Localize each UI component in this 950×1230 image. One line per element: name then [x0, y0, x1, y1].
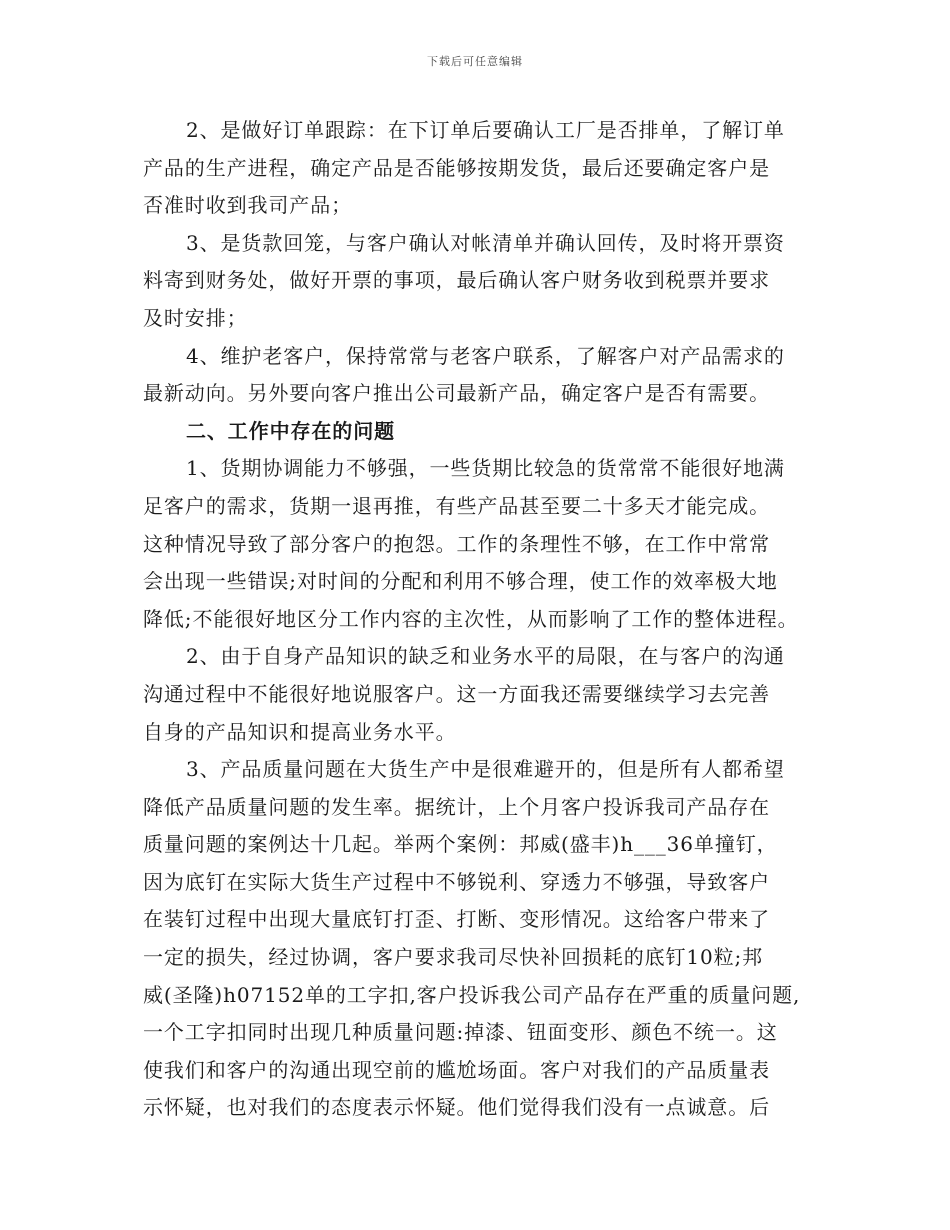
- paragraph: [143, 338, 823, 413]
- paragraph-line: 足客户的需求，货期一退再推，有些产品甚至要二十多天才能完成。: [143, 493, 770, 518]
- paragraph-line: 及时安排；: [143, 305, 248, 330]
- paragraph-line: 自身的产品知识和提高业务水平。: [143, 719, 457, 744]
- paragraph-line: 最新动向。另外要向客户推出公司最新产品，确定客户是否有需要。: [143, 381, 770, 406]
- paragraph-line: 3、是货款回笼，与客户确认对帐清单并确认回传，及时将开票资: [186, 230, 785, 255]
- paragraph-line: 2、是做好订单跟踪：在下订单后要确认工厂是否排单，了解订单: [186, 118, 785, 142]
- paragraph-line: 会出现一些错误;对时间的分配和利用不够合理，使工作的效率极大地: [143, 569, 778, 594]
- paragraph-line: 4、维护老客户，保持常常与老客户联系，了解客户对产品需求的: [186, 343, 785, 368]
- paragraph-line: 产品的生产进程，确定产品是否能够按期发货，最后还要确定客户是: [143, 155, 770, 180]
- paragraph-line: 否准时收到我司产品；: [143, 193, 352, 218]
- paragraph-line: 3、产品质量问题在大货生产中是很难避开的，但是所有人都希望: [186, 757, 785, 782]
- paragraph-line: 1、货期协调能力不够强，一些货期比较急的货常常不能很好地满: [186, 456, 785, 481]
- page-header: 下载后可任意编辑: [427, 55, 523, 68]
- heading-text: 二、工作中存在的问题: [186, 418, 395, 443]
- paragraph-line: 因为底钉在实际大货生产过程中不够锐利、穿透力不够强，导致客户: [143, 869, 770, 894]
- paragraph-line: 一定的损失，经过协调，客户要求我司尽快补回损耗的底钉10粒;邦: [143, 945, 764, 970]
- section-heading: [143, 413, 823, 451]
- paragraph-line: 沟通过程中不能很好地说服客户。这一方面我还需要继续学习去完善: [143, 681, 770, 706]
- paragraph-line: 威(圣隆)h07152单的工字扣,客户投诉我公司产品存在严重的质量问题,: [143, 982, 801, 1007]
- paragraph-line: 示怀疑，也对我们的态度表示怀疑。他们觉得我们没有一点诚意。后: [143, 1095, 770, 1120]
- paragraph-line: 这种情况导致了部分客户的抱怨。工作的条理性不够，在工作中常常: [143, 531, 770, 556]
- paragraph-line: 在装钉过程中出现大量底钉打歪、打断、变形情况。这给客户带来了: [143, 907, 770, 932]
- paragraph: [143, 450, 823, 638]
- paragraph-line: 降低;不能很好地区分工作内容的主次性，从而影响了工作的整体进程。: [143, 606, 799, 631]
- paragraph-line: 质量问题的案例达十几起。举两个案例：邦威(盛丰)h___36单撞钉，: [143, 832, 778, 857]
- paragraph: [143, 225, 823, 338]
- paragraph: [143, 751, 823, 1127]
- paragraph-line: 料寄到财务处，做好开票的事项，最后确认客户财务收到税票并要求: [143, 268, 770, 293]
- paragraph: [143, 112, 823, 225]
- paragraph-line: 降低产品质量问题的发生率。据统计，上个月客户投诉我司产品存在: [143, 794, 770, 819]
- paragraph-line: 一个工字扣同时出现几种质量问题:掉漆、钮面变形、颜色不统一。这: [143, 1020, 778, 1045]
- paragraph-line: 使我们和客户的沟通出现空前的尴尬场面。客户对我们的产品质量表: [143, 1057, 770, 1082]
- document-body: [143, 112, 823, 1127]
- paragraph: [143, 638, 823, 751]
- paragraph-line: 2、由于自身产品知识的缺乏和业务水平的局限，在与客户的沟通: [186, 644, 785, 669]
